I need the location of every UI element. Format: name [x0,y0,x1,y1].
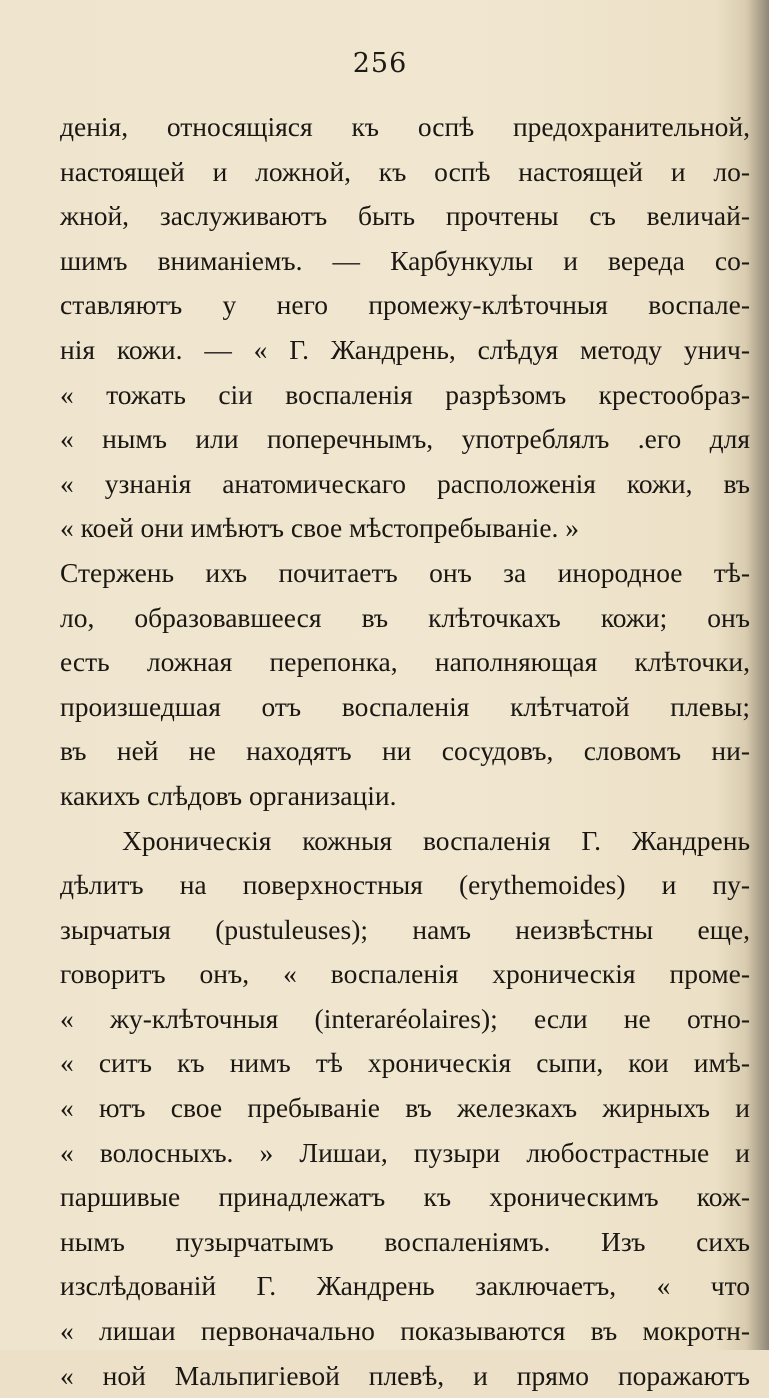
body-text [60,105,750,1398]
text-line: произшедшая отъ воспаленія клѣтчатой плевы; [60,690,750,722]
text-line: жной, заслуживаютъ быть прочтены съ величай- [60,200,750,232]
text-line: изслѣдованій Г. Жандрень заключаетъ, « что [60,1270,750,1302]
text-line: ставляютъ у него промежу-клѣточныя воспале- [60,289,750,321]
text-line: есть ложная перепонка, наполняющая клѣточки, [60,646,750,678]
text-line: ло, образовавшееся въ клѣточкахъ кожи; онъ [60,601,750,633]
text-line: « ютъ свое пребываніе въ железкахъ жирныхъ и [60,1092,750,1124]
text-line: « ной Мальпигіевой плевѣ, и прямо поражаютъ [60,1359,750,1391]
text-line: зырчатыя (pustuleuses); намъ неизвѣстны еще, [60,913,750,945]
text-line: нымъ пузырчатымъ воспаленіямъ. Изъ сихъ [60,1225,750,1257]
text-line: въ ней не находятъ ни сосудовъ, словомъ ни- [60,735,750,767]
text-line: Хроническія кожныя воспаленія Г. Жандрень [122,824,750,856]
text-line: дѣлитъ на поверхностныя (erythemoides) и пу- [60,869,750,901]
text-line: « лишаи первоначально показываются въ мокротн- [60,1315,750,1347]
text-line: шимъ вниманіемъ. — Карбункулы и вереда со- [60,244,750,276]
text-line: « нымъ или поперечнымъ, употреблялъ .его для [60,423,750,455]
page-number: 256 [352,48,408,79]
text-line: денія, относящіяся къ оспѣ предохранительной, [60,111,750,142]
text-line: « волосныхъ. » Лишаи, пузыри любострастные и [60,1136,750,1168]
text-line: Стержень ихъ почитаетъ онъ за инородное тѣ- [60,556,750,588]
text-line: настоящей и ложной, къ оспѣ настоящей и ло- [60,155,750,187]
text-line: какихъ слѣдовъ организаціи. [60,779,397,811]
text-line: « тожать сіи воспаленія разрѣзомъ крестообраз- [60,378,750,410]
text-line: нія кожи. — « Г. Жандрень, слѣдуя методу унич- [60,333,750,365]
text-line: « ситъ къ нимъ тѣ хроническія сыпи, кои имѣ- [60,1047,750,1079]
text-line: « узнанія анатомическаго расположенія кожи, въ [60,467,750,499]
text-line: паршивые принадлежатъ къ хроническимъ кож- [60,1181,750,1213]
text-line: « коей они имѣютъ свое мѣстопребываніе. » [60,512,580,544]
text-line: « жу-клѣточныя (interaréolaires); если не отно- [60,1002,750,1034]
text-line: говоритъ онъ, « воспаленія хроническія проме- [60,958,750,990]
